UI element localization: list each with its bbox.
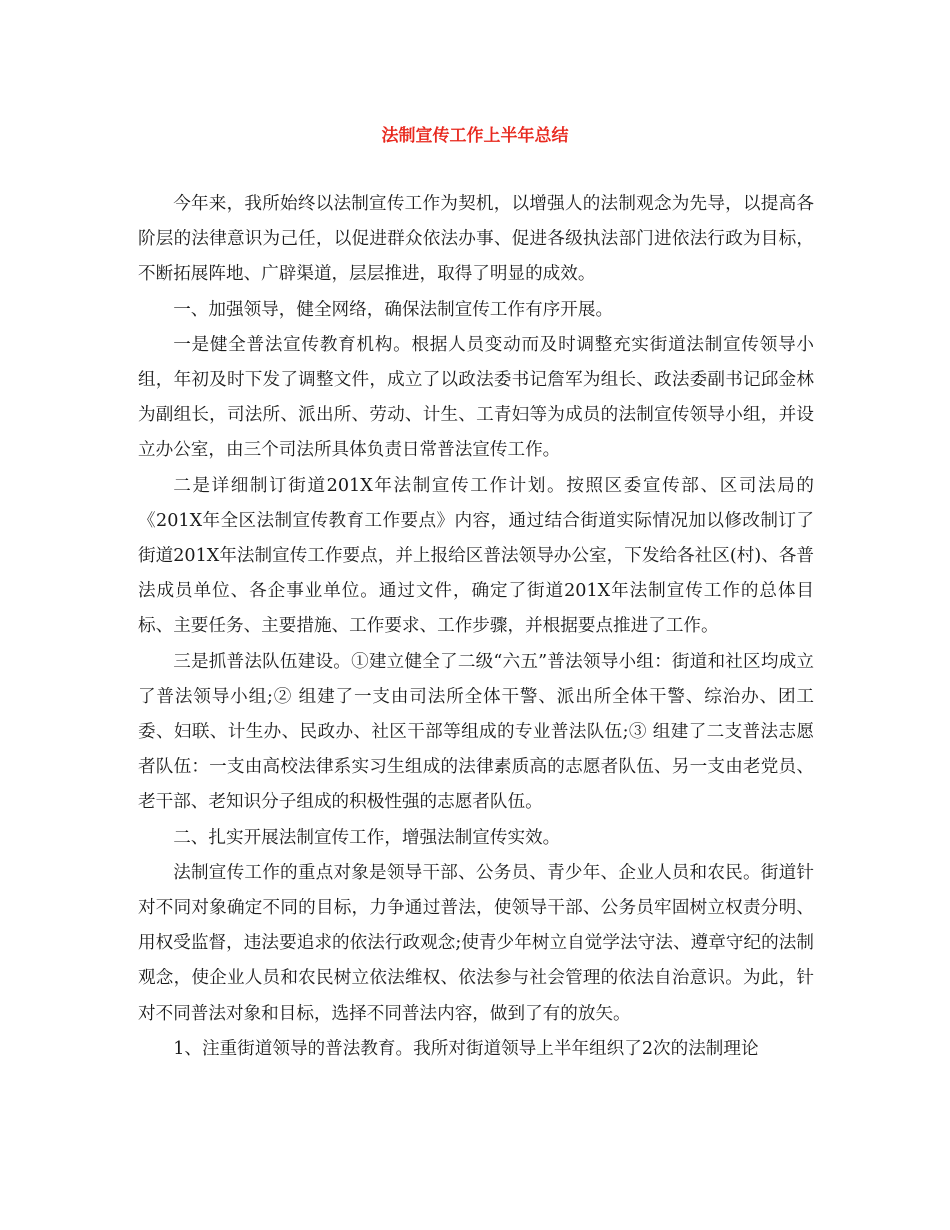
heading-section-2: 二、扎实开展法制宣传工作，增强法制宣传实效。	[173, 827, 561, 848]
paragraph-item-2: 二是详细制订街道201X年法制宣传工作计划。按照区委宣传部、区司法局的《201X年全区法制宣传教育工作要点》内容，通过结合街道实际情况加以修改制订了街道201X年法制宣传工作要点，并上报给区普法领导办公室，下发给各社区(村)、各普法成员单位、各企事业单位。通过文件，确定了街道201X年法制宣传工作的总体目标、主要任务、主要措施、工作要求、工作步骤，并根据要点推进了工作。	[138, 475, 814, 637]
paragraph-leadership-education: 1、注重街道领导的普法教育。我所对街道领导上半年组织了2次的法制理论	[173, 1038, 759, 1059]
document-body	[138, 187, 814, 1067]
document-title: 法制宣传工作上半年总结	[381, 126, 569, 146]
paragraph-intro: 今年来，我所始终以法制宣传工作为契机，以增强人的法制观念为先导，以提高各阶层的法律意识为己任，以促进群众依法办事、促进各级执法部门进依法行政为目标，不断拓展阵地、广辟渠道，层层推进，取得了明显的成效。	[138, 194, 814, 285]
paragraph-targets: 法制宣传工作的重点对象是领导干部、公务员、青少年、企业人员和农民。街道针对不同对象确定不同的目标，力争通过普法，使领导干部、公务员牢固树立权责分明、用权受监督，违法要追求的依法行政观念;使青少年树立自觉学法守法、遵章守纪的法制观念，使企业人员和农民树立依法维权、依法参与社会管理的依法自治意识。为此，针对不同普法对象和目标，选择不同普法内容，做到了有的放矢。	[138, 862, 814, 1024]
paragraph-item-1: 一是健全普法宣传教育机构。根据人员变动而及时调整充实街道法制宣传领导小组，年初及时下发了调整文件，成立了以政法委书记詹军为组长、政法委副书记邱金林为副组长，司法所、派出所、劳动、计生、工青妇等为成员的法制宣传领导小组，并设立办公室，由三个司法所具体负责日常普法宣传工作。	[138, 334, 814, 461]
paragraph-item-3: 三是抓普法队伍建设。①建立健全了二级“六五”普法领导小组：街道和社区均成立了普法领导小组;② 组建了一支由司法所全体干警、派出所全体干警、综治办、团工委、妇联、计生办、民政办、社区干部等组成的专业普法队伍;③ 组建了二支普法志愿者队伍：一支由高校法律系实习生组成的法律素质高的志愿者队伍、另一支由老党员、老干部、老知识分子组成的积极性强的志愿者队伍。	[138, 651, 814, 813]
heading-section-1: 一、加强领导，健全网络，确保法制宣传工作有序开展。	[173, 299, 614, 320]
